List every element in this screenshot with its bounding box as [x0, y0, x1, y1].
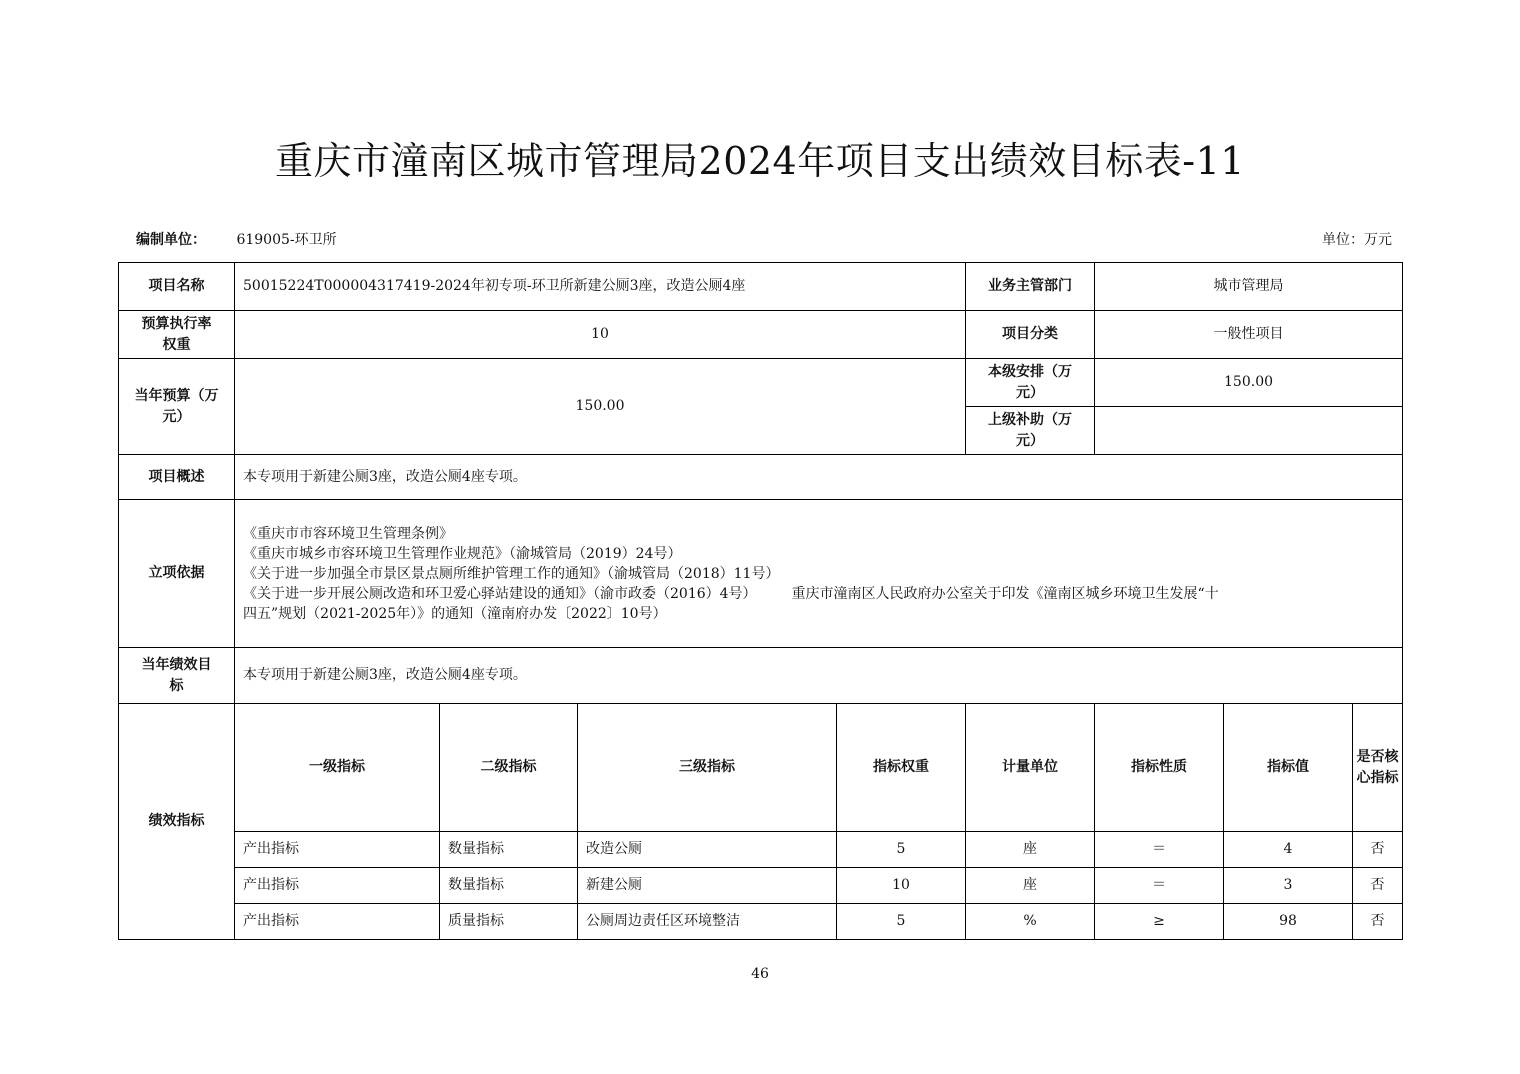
header-level2: 二级指标 — [440, 704, 578, 832]
row-goal — [119, 648, 1403, 704]
goal-label: 当年绩效目 标 — [119, 648, 235, 704]
cell-unit: 座 — [966, 868, 1095, 904]
row-budget-rate — [119, 311, 1403, 359]
overview-label: 项目概述 — [119, 455, 235, 500]
cell-weight: 5 — [837, 832, 966, 868]
cell-level3: 公厕周边责任区环境整洁 — [578, 904, 837, 940]
header-core: 是否核心指标 — [1353, 704, 1403, 832]
header-unit: 计量单位 — [966, 704, 1095, 832]
row-overview — [119, 455, 1403, 500]
project-name-value: 50015224T000004317419-2024年初专项-环卫所新建公厕3座，改造公厕4座 — [235, 263, 966, 311]
page-title — [0, 130, 1520, 185]
basis-line: 《重庆市市容环境卫生管理条例》 — [243, 525, 453, 542]
performance-table — [118, 262, 1403, 940]
cell-nature: ＝ — [1095, 832, 1224, 868]
basis-line: 《重庆市城乡市容环境卫生管理作业规范》（渝城管局（2019）24号） — [243, 545, 682, 562]
table-row — [119, 904, 1403, 940]
cell-nature: ＝ — [1095, 868, 1224, 904]
table-row — [119, 832, 1403, 868]
cell-unit: % — [966, 904, 1095, 940]
row-project-name — [119, 263, 1403, 311]
table-row — [119, 868, 1403, 904]
cell-level1: 产出指标 — [235, 904, 440, 940]
cell-level1: 产出指标 — [235, 868, 440, 904]
title-part-1: 重庆市潼南区城市管理局 — [275, 139, 699, 183]
cell-core: 否 — [1353, 904, 1403, 940]
indicators-label: 绩效指标 — [119, 704, 235, 940]
budget-rate-label: 预算执行率 权重 — [119, 311, 235, 359]
basis-value — [235, 500, 1403, 648]
department-label: 业务主管部门 — [966, 263, 1095, 311]
budget-rate-value: 10 — [235, 311, 966, 359]
cell-level1: 产出指标 — [235, 832, 440, 868]
row-basis — [119, 500, 1403, 648]
cell-level2: 数量指标 — [440, 868, 578, 904]
header-weight: 指标权重 — [837, 704, 966, 832]
title-part-2: 年项目支出绩效目标表 — [797, 139, 1183, 183]
cell-level3: 新建公厕 — [578, 868, 837, 904]
category-value: 一般性项目 — [1095, 311, 1403, 359]
cell-value: 3 — [1224, 868, 1353, 904]
unit-info — [136, 229, 337, 249]
basis-line: 《关于进一步开展公厕改造和环卫爱心驿站建设的通知》（渝市政委（2016）4号） 重庆市潼南区人民政府办公室关于印发《潼南区城乡环境卫生发展“十 — [243, 585, 1219, 602]
unit-value: 619005-环卫所 — [236, 232, 337, 248]
cell-level2: 数量指标 — [440, 832, 578, 868]
category-label: 项目分类 — [966, 311, 1095, 359]
header-nature: 指标性质 — [1095, 704, 1224, 832]
title-suffix: -11 — [1182, 139, 1245, 183]
cell-core: 否 — [1353, 832, 1403, 868]
cell-level3: 改造公厕 — [578, 832, 837, 868]
row-annual-budget — [119, 359, 1403, 407]
goal-value: 本专项用于新建公厕3座，改造公厕4座专项。 — [235, 648, 1403, 704]
department-value: 城市管理局 — [1095, 263, 1403, 311]
title-year: 2024 — [698, 139, 798, 183]
indicator-header-row — [119, 704, 1403, 832]
overview-value: 本专项用于新建公厕3座，改造公厕4座专项。 — [235, 455, 1403, 500]
header-level1: 一级指标 — [235, 704, 440, 832]
subsidy-value — [1095, 407, 1403, 455]
basis-line: 《关于进一步加强全市景区景点厕所维护管理工作的通知》（渝城管局（2018）11号） — [243, 565, 780, 582]
unit-label: 编制单位： — [136, 232, 206, 248]
cell-value: 98 — [1224, 904, 1353, 940]
header-value: 指标值 — [1224, 704, 1353, 832]
project-name-label: 项目名称 — [119, 263, 235, 311]
cell-weight: 5 — [837, 904, 966, 940]
annual-budget-label: 当年预算（万 元） — [119, 359, 235, 455]
currency-unit: 单位：万元 — [1322, 232, 1392, 248]
subsidy-label: 上级补助（万 元） — [966, 407, 1095, 455]
page-number: 46 — [751, 966, 769, 982]
cell-level2: 质量指标 — [440, 904, 578, 940]
basis-line: 四五”规划（2021-2025年）》的通知（潼南府办发〔2022〕10号） — [243, 605, 667, 622]
local-allocation-value: 150.00 — [1095, 359, 1403, 407]
cell-core: 否 — [1353, 868, 1403, 904]
cell-unit: 座 — [966, 832, 1095, 868]
header-level3: 三级指标 — [578, 704, 837, 832]
basis-label: 立项依据 — [119, 500, 235, 648]
local-allocation-label: 本级安排（万 元） — [966, 359, 1095, 407]
cell-value: 4 — [1224, 832, 1353, 868]
cell-nature: ≥ — [1095, 904, 1224, 940]
annual-budget-value: 150.00 — [235, 359, 966, 455]
cell-weight: 10 — [837, 868, 966, 904]
